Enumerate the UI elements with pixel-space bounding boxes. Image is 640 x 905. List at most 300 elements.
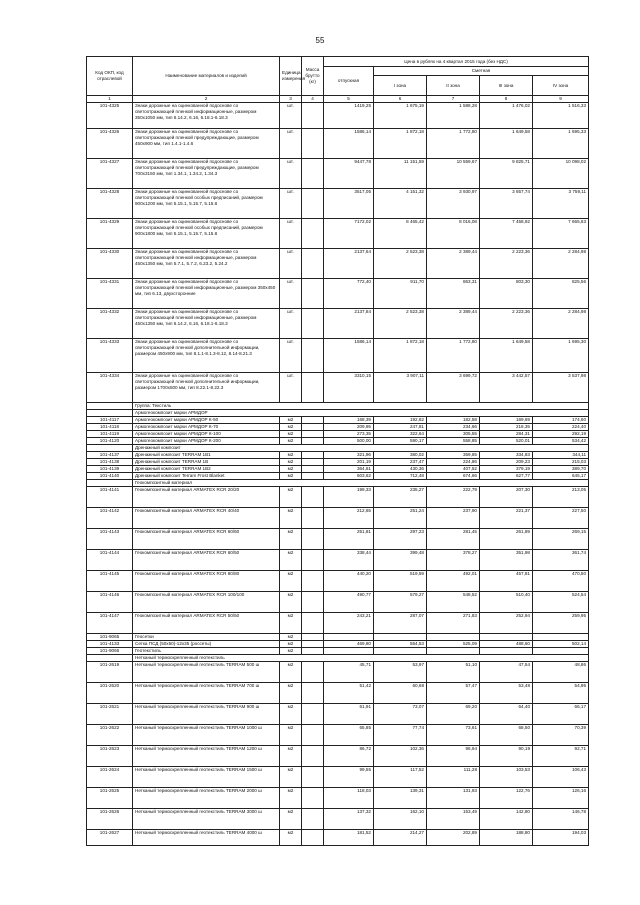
name-cell: Нетканый термоскрепленный геотекстиль TERRAM 1000 ш: [133, 725, 280, 746]
name-cell: Знаки дорожные на оцинкованной подоснове со светоотражающей пленкой предупреждающие, размером 450х900 мм, тип 1.4.1-1.4.6: [133, 129, 280, 159]
name-cell: Нетканый термоскрепленный геотекстиль TERRAM 3000 ш: [133, 809, 280, 830]
header-mass: Масса брутто (кг): [302, 57, 324, 96]
col-number: 9: [533, 96, 589, 103]
unit-cell: шт.: [280, 249, 302, 279]
zone-4-price-cell: 389,70: [533, 466, 589, 473]
header-release: отпускная: [324, 67, 374, 96]
zone-1-price-cell: 235,27: [374, 487, 427, 508]
zone-4-price-cell: [533, 648, 589, 655]
mass-cell: [302, 459, 324, 466]
table-row: [87, 648, 589, 655]
table-row: [87, 219, 589, 249]
code-cell: 101-2622: [87, 725, 133, 746]
zone-3-price-cell: 334,83: [480, 452, 533, 459]
mass-cell: [302, 452, 324, 459]
zone-4-price-cell: 292,19: [533, 431, 589, 438]
code-cell: 101-4327: [87, 159, 133, 189]
release-price-cell: 1419,25: [324, 103, 374, 129]
code-cell: 101-4133: [87, 641, 133, 648]
zone-3-price-cell: 68,50: [480, 725, 533, 746]
name-cell: Дренажный композит Terram Frost Blanket: [133, 473, 280, 480]
release-price-cell: 2137,84: [324, 309, 374, 339]
code-cell: 101-4137: [87, 452, 133, 459]
release-price-cell: 500,00: [324, 438, 374, 445]
name-cell: Геокомпозитный материал ARMATEX RCR 50/50: [133, 613, 280, 634]
zone-3-price-cell: 64,40: [480, 704, 533, 725]
release-price-cell: 199,33: [324, 487, 374, 508]
zone-2-price-cell: [427, 634, 480, 641]
zone-1-price-cell: 911,70: [374, 279, 427, 309]
mass-cell: [302, 339, 324, 373]
group-row: [87, 410, 589, 417]
code-cell: 101-4138: [87, 459, 133, 466]
mass-cell: [302, 373, 324, 403]
unit-cell: м2: [280, 529, 302, 550]
mass-cell: [302, 571, 324, 592]
unit-cell: шт.: [280, 189, 302, 219]
zone-2-price-cell: 10 559,67: [427, 159, 480, 189]
unit-cell: м2: [280, 487, 302, 508]
zone-2-price-cell: 548,52: [427, 592, 480, 613]
zone-1-price-cell: 237,47: [374, 459, 427, 466]
table-row: [87, 309, 589, 339]
zone-1-price-cell: 1 675,19: [374, 103, 427, 129]
zone-4-price-cell: 269,15: [533, 529, 589, 550]
zone-3-price-cell: 627,77: [480, 473, 533, 480]
release-price-cell: 772,40: [324, 279, 374, 309]
zone-2-price-cell: 863,31: [427, 279, 480, 309]
zone-2-price-cell: 3 699,72: [427, 373, 480, 403]
unit-cell: м2: [280, 438, 302, 445]
table-row: [87, 508, 589, 529]
unit-cell: шт.: [280, 103, 302, 129]
table-row: [87, 529, 589, 550]
unit-cell: м2: [280, 452, 302, 459]
table-row: [87, 641, 589, 648]
mass-cell: [302, 613, 324, 634]
zone-4-price-cell: [533, 634, 589, 641]
unit-cell: м2: [280, 648, 302, 655]
release-price-cell: 603,62: [324, 473, 374, 480]
name-cell: Геосетки: [133, 634, 280, 641]
zone-4-price-cell: 54,95: [533, 683, 589, 704]
code-cell: 101-4117: [87, 417, 133, 424]
zone-1-price-cell: 1 872,18: [374, 129, 427, 159]
zone-1-price-cell: 579,27: [374, 592, 427, 613]
name-cell: Знаки дорожные на оцинкованной подоснове со светоотражающей пленкой дополнительной информации, размером 450х900 мм, тип 8.1.1-8.1.3-8.12, 8.14-8.21.3: [133, 339, 280, 373]
group-row: [87, 480, 589, 487]
group-label: Нетканый термоскрепленный геотекстиль: [133, 655, 589, 662]
zone-2-price-cell: [427, 648, 480, 655]
header-zone-1: I зона: [374, 76, 427, 96]
group-row: [87, 655, 589, 662]
mass-cell: [302, 424, 324, 431]
zone-4-price-cell: 259,95: [533, 613, 589, 634]
code-cell: 101-4333: [87, 339, 133, 373]
group-empty-cell: [87, 445, 133, 452]
code-cell: 101-4119: [87, 431, 133, 438]
mass-cell: [302, 417, 324, 424]
zone-2-price-cell: 1 772,80: [427, 339, 480, 373]
table-row: [87, 487, 589, 508]
table-row: [87, 767, 589, 788]
unit-cell: м2: [280, 809, 302, 830]
table-row: [87, 592, 589, 613]
zone-3-price-cell: 1 649,58: [480, 339, 533, 373]
release-price-cell: 243,21: [324, 613, 374, 634]
release-price-cell: 321,96: [324, 452, 374, 459]
code-cell: 101-4331: [87, 279, 133, 309]
unit-cell: шт.: [280, 159, 302, 189]
code-cell: 101-2626: [87, 809, 133, 830]
zone-2-price-cell: 222,79: [427, 487, 480, 508]
zone-3-price-cell: 284,31: [480, 431, 533, 438]
zone-1-price-cell: 11 151,59: [374, 159, 427, 189]
zone-4-price-cell: 645,17: [533, 473, 589, 480]
table-row: [87, 279, 589, 309]
zone-2-price-cell: 57,47: [427, 683, 480, 704]
zone-3-price-cell: 252,94: [480, 613, 533, 634]
zone-4-price-cell: 524,54: [533, 592, 589, 613]
zone-3-price-cell: 169,69: [480, 417, 533, 424]
unit-cell: м2: [280, 466, 302, 473]
name-cell: Геокомпозитный материал ARMATEX RCR 100/100: [133, 592, 280, 613]
zone-3-price-cell: 2 223,36: [480, 309, 533, 339]
zone-3-price-cell: 2 223,36: [480, 249, 533, 279]
zone-3-price-cell: 457,81: [480, 571, 533, 592]
name-cell: Геокомпозитный материал ARMATEX RCR 20/20: [133, 487, 280, 508]
code-cell: 101-4143: [87, 529, 133, 550]
header-name: Наименование материалов и изделий: [133, 57, 280, 96]
zone-4-price-cell: 174,60: [533, 417, 589, 424]
code-cell: 101-4334: [87, 373, 133, 403]
mass-cell: [302, 830, 324, 846]
zone-2-price-cell: 3 930,97: [427, 189, 480, 219]
group-label: Геокомпозитный материал: [133, 480, 589, 487]
zone-1-price-cell: 1 872,18: [374, 339, 427, 373]
zone-4-price-cell: 2 284,98: [533, 249, 589, 279]
col-number: 3: [280, 96, 302, 103]
zone-3-price-cell: 1 649,58: [480, 129, 533, 159]
zone-4-price-cell: 344,11: [533, 452, 589, 459]
zone-4-price-cell: 70,39: [533, 725, 589, 746]
unit-cell: шт.: [280, 129, 302, 159]
zone-2-price-cell: 1 588,28: [427, 103, 480, 129]
zone-4-price-cell: 7 665,63: [533, 219, 589, 249]
release-price-cell: 212,65: [324, 508, 374, 529]
release-price-cell: 1586,14: [324, 129, 374, 159]
release-price-cell: 168,39: [324, 417, 374, 424]
release-price-cell: 201,19: [324, 459, 374, 466]
release-price-cell: 61,91: [324, 704, 374, 725]
header-estimate: Сметная: [374, 67, 589, 76]
mass-cell: [302, 648, 324, 655]
name-cell: Знаки дорожные на оцинкованной подоснове со светоотражающей пленкой информационные, размером 350х1050 мм, тип 6.14.2, 6.16, 6.18.1-6.18.3: [133, 103, 280, 129]
zone-1-price-cell: 2 523,38: [374, 249, 427, 279]
zone-4-price-cell: 825,56: [533, 279, 589, 309]
mass-cell: [302, 634, 324, 641]
name-cell: Геотекстиль: [133, 648, 280, 655]
table-row: [87, 424, 589, 431]
page-number: 55: [315, 36, 325, 45]
header-code: Код ОКП, код отраслевой: [87, 57, 133, 96]
unit-cell: м2: [280, 459, 302, 466]
zone-4-price-cell: 66,17: [533, 704, 589, 725]
zone-3-price-cell: 7 458,92: [480, 219, 533, 249]
zone-3-price-cell: [480, 634, 533, 641]
unit-cell: м2: [280, 641, 302, 648]
zone-1-price-cell: 73,07: [374, 704, 427, 725]
col-number: 5: [324, 96, 374, 103]
zone-2-price-cell: 69,20: [427, 704, 480, 725]
header-unit: Единица измерения: [280, 57, 302, 96]
header-zone-2: II зона: [427, 76, 480, 96]
release-price-cell: 7172,02: [324, 219, 374, 249]
code-cell: 101-2620: [87, 683, 133, 704]
zone-3-price-cell: 3 657,74: [480, 189, 533, 219]
table-row: [87, 830, 589, 846]
table-row: [87, 373, 589, 403]
table-row: [87, 662, 589, 683]
release-price-cell: 137,32: [324, 809, 374, 830]
table-row: [87, 452, 589, 459]
unit-cell: м2: [280, 725, 302, 746]
mass-cell: [302, 431, 324, 438]
name-cell: Дренажный композит TERRAM 1B: [133, 459, 280, 466]
table-row: [87, 189, 589, 219]
release-price-cell: 99,55: [324, 767, 374, 788]
zone-4-price-cell: 215,03: [533, 459, 589, 466]
zone-4-price-cell: 10 098,02: [533, 159, 589, 189]
name-cell: Армогеокомпозит марки АРМДОР К-200: [133, 438, 280, 445]
mass-cell: [302, 103, 324, 129]
zone-1-price-cell: [374, 648, 427, 655]
zone-1-price-cell: 139,31: [374, 788, 427, 809]
mass-cell: [302, 189, 324, 219]
code-cell: 101-4332: [87, 309, 133, 339]
zone-1-price-cell: 60,68: [374, 683, 427, 704]
code-cell: 101-4144: [87, 550, 133, 571]
name-cell: Нетканый термоскрепленный геотекстиль TERRAM 1200 ш: [133, 746, 280, 767]
zone-2-price-cell: 558,85: [427, 438, 480, 445]
zone-2-price-cell: 2 389,44: [427, 309, 480, 339]
zone-2-price-cell: 51,10: [427, 662, 480, 683]
release-price-cell: 51,42: [324, 683, 374, 704]
unit-cell: шт.: [280, 279, 302, 309]
name-cell: Сетка ПСД (50х50)-12х35 (россеты): [133, 641, 280, 648]
code-cell: 101-4118: [87, 424, 133, 431]
release-price-cell: 3310,15: [324, 373, 374, 403]
col-number: 1: [87, 96, 133, 103]
zone-3-price-cell: 142,80: [480, 809, 533, 830]
zone-3-price-cell: 207,30: [480, 487, 533, 508]
table-row: [87, 103, 589, 129]
name-cell: Нетканый термоскрепленный геотекстиль TERRAM 4000 ш: [133, 830, 280, 846]
zone-3-price-cell: 1 476,02: [480, 103, 533, 129]
table-row: [87, 788, 589, 809]
mass-cell: [302, 641, 324, 648]
zone-1-price-cell: 53,97: [374, 662, 427, 683]
name-cell: Армогеокомпозит марки АРМДОР К-70: [133, 424, 280, 431]
zone-3-price-cell: 3 442,57: [480, 373, 533, 403]
zone-3-price-cell: 53,48: [480, 683, 533, 704]
zone-1-price-cell: 77,74: [374, 725, 427, 746]
unit-cell: м2: [280, 550, 302, 571]
zone-3-price-cell: 47,54: [480, 662, 533, 683]
zone-3-price-cell: 9 825,71: [480, 159, 533, 189]
zone-4-price-cell: 1 516,33: [533, 103, 589, 129]
name-cell: Нетканый термоскрепленный геотекстиль TERRAM 2000 ш: [133, 788, 280, 809]
zone-4-price-cell: 2 284,98: [533, 309, 589, 339]
name-cell: Знаки дорожные на оцинкованной подоснове со светоотражающей пленкой особых предписаний, размером 900х1800 мм, тип 5.15.1, 5.15.7, 5.15.8: [133, 219, 280, 249]
zone-1-price-cell: 8 465,42: [374, 219, 427, 249]
zone-1-price-cell: 519,59: [374, 571, 427, 592]
name-cell: Нетканый термоскрепленный геотекстиль TERRAM 1500 ш: [133, 767, 280, 788]
unit-cell: м2: [280, 830, 302, 846]
mass-cell: [302, 309, 324, 339]
zone-1-price-cell: 712,48: [374, 473, 427, 480]
unit-cell: м2: [280, 592, 302, 613]
release-price-cell: 65,85: [324, 725, 374, 746]
zone-2-price-cell: 111,28: [427, 767, 480, 788]
unit-cell: шт.: [280, 309, 302, 339]
zone-4-price-cell: 106,43: [533, 767, 589, 788]
release-price-cell: 469,80: [324, 641, 374, 648]
zone-1-price-cell: 247,81: [374, 424, 427, 431]
name-cell: Дренажный композит TERRAM 1B1: [133, 452, 280, 459]
mass-cell: [302, 438, 324, 445]
release-price-cell: 273,35: [324, 431, 374, 438]
code-cell: 101-4325: [87, 103, 133, 129]
header-zone-4: IV зона: [533, 76, 589, 96]
name-cell: Армогеокомпозит марки АРМДОР К-50: [133, 417, 280, 424]
unit-cell: м2: [280, 613, 302, 634]
unit-cell: м2: [280, 704, 302, 725]
zone-3-price-cell: 188,80: [480, 830, 533, 846]
table-row: [87, 704, 589, 725]
name-cell: Знаки дорожные на оцинкованной подоснове со светоотражающей пленкой дополнительной информации, размером 1700х500 мм, тип 8.22.1-8.22.3: [133, 373, 280, 403]
table-row: [87, 249, 589, 279]
code-cell: 101-4147: [87, 613, 133, 634]
code-cell: 101-4146: [87, 592, 133, 613]
group-row: [87, 445, 589, 452]
mass-cell: [302, 129, 324, 159]
zone-1-price-cell: 2 523,38: [374, 309, 427, 339]
zone-2-price-cell: 305,55: [427, 431, 480, 438]
col-number: 6: [374, 96, 427, 103]
zone-4-price-cell: 194,03: [533, 830, 589, 846]
zone-2-price-cell: 237,90: [427, 508, 480, 529]
zone-2-price-cell: 131,93: [427, 788, 480, 809]
zone-2-price-cell: 96,94: [427, 746, 480, 767]
zone-3-price-cell: 221,37: [480, 508, 533, 529]
zone-2-price-cell: 1 772,80: [427, 129, 480, 159]
release-price-cell: 9447,78: [324, 159, 374, 189]
release-price-cell: 3517,05: [324, 189, 374, 219]
unit-cell: м2: [280, 767, 302, 788]
mass-cell: [302, 788, 324, 809]
zone-3-price-cell: 209,23: [480, 459, 533, 466]
table-row: [87, 339, 589, 373]
zone-2-price-cell: 182,58: [427, 417, 480, 424]
unit-cell: м2: [280, 683, 302, 704]
zone-3-price-cell: 122,76: [480, 788, 533, 809]
zone-3-price-cell: [480, 648, 533, 655]
header-price-group: Цена в рублях на 4 квартал 2015 года (без НДС): [324, 57, 589, 67]
name-cell: Нетканый термоскрепленный геотекстиль TERRAM 700 ш: [133, 683, 280, 704]
zone-2-price-cell: 525,09: [427, 641, 480, 648]
name-cell: Геокомпозитный материал ARMATEX RCR 40/40: [133, 508, 280, 529]
zone-3-price-cell: 103,53: [480, 767, 533, 788]
table-row: [87, 550, 589, 571]
unit-cell: м2: [280, 788, 302, 809]
mass-cell: [302, 279, 324, 309]
unit-cell: м2: [280, 508, 302, 529]
release-price-cell: 440,20: [324, 571, 374, 592]
zone-2-price-cell: 8 016,08: [427, 219, 480, 249]
table-row: [87, 725, 589, 746]
mass-cell: [302, 529, 324, 550]
unit-cell: шт.: [280, 373, 302, 403]
code-cell: 101-2624: [87, 767, 133, 788]
code-cell: 101-2619: [87, 662, 133, 683]
zone-3-price-cell: 510,40: [480, 592, 533, 613]
mass-cell: [302, 704, 324, 725]
name-cell: Знаки дорожные на оцинкованной подоснове со светоотражающей пленкой предупреждающие, размером 700х3150 мм, тип 1.34.1, 1.34.2, 1.34.3: [133, 159, 280, 189]
code-cell: 101-4145: [87, 571, 133, 592]
zone-2-price-cell: 407,52: [427, 466, 480, 473]
code-cell: 101-4120: [87, 438, 133, 445]
zone-2-price-cell: 674,66: [427, 473, 480, 480]
code-cell: 101-4330: [87, 249, 133, 279]
name-cell: Знаки дорожные на оцинкованной подоснове со светоотражающей пленкой информационные, размером 350х450 мм, тип 6.13, двухсторонние: [133, 279, 280, 309]
mass-cell: [302, 159, 324, 189]
zone-2-price-cell: 234,66: [427, 424, 480, 431]
zone-1-price-cell: 102,36: [374, 746, 427, 767]
zone-1-price-cell: 399,48: [374, 550, 427, 571]
zone-1-price-cell: 554,53: [374, 641, 427, 648]
table-row: [87, 746, 589, 767]
name-cell: Геокомпозитный материал ARMATEX RCR 80/80: [133, 571, 280, 592]
zone-4-price-cell: 1 695,30: [533, 339, 589, 373]
zone-4-price-cell: 126,16: [533, 788, 589, 809]
table-row: [87, 159, 589, 189]
zone-3-price-cell: 488,60: [480, 641, 533, 648]
name-cell: Знаки дорожные на оцинкованной подоснове со светоотражающей пленкой особых предписаний, размером 900х1200 мм, тип 5.15.1, 5.15.7, 5.15.8: [133, 189, 280, 219]
release-price-cell: 181,52: [324, 830, 374, 846]
release-price-cell: 86,72: [324, 746, 374, 767]
zone-4-price-cell: 227,50: [533, 508, 589, 529]
zone-4-price-cell: 213,05: [533, 487, 589, 508]
release-price-cell: 45,71: [324, 662, 374, 683]
zone-3-price-cell: 261,89: [480, 529, 533, 550]
release-price-cell: 251,81: [324, 529, 374, 550]
mass-cell: [302, 592, 324, 613]
release-price-cell: 490,77: [324, 592, 374, 613]
zone-1-price-cell: 162,10: [374, 809, 427, 830]
zone-4-price-cell: 146,78: [533, 809, 589, 830]
group-empty-cell: [87, 655, 133, 662]
unit-cell: м2: [280, 634, 302, 641]
code-cell: 101-4140: [87, 473, 133, 480]
mass-cell: [302, 473, 324, 480]
release-price-cell: 1586,14: [324, 339, 374, 373]
table-row: [87, 431, 589, 438]
zone-4-price-cell: 224,40: [533, 424, 589, 431]
table-row: [87, 809, 589, 830]
unit-cell: м2: [280, 417, 302, 424]
col-number: 2: [133, 96, 280, 103]
